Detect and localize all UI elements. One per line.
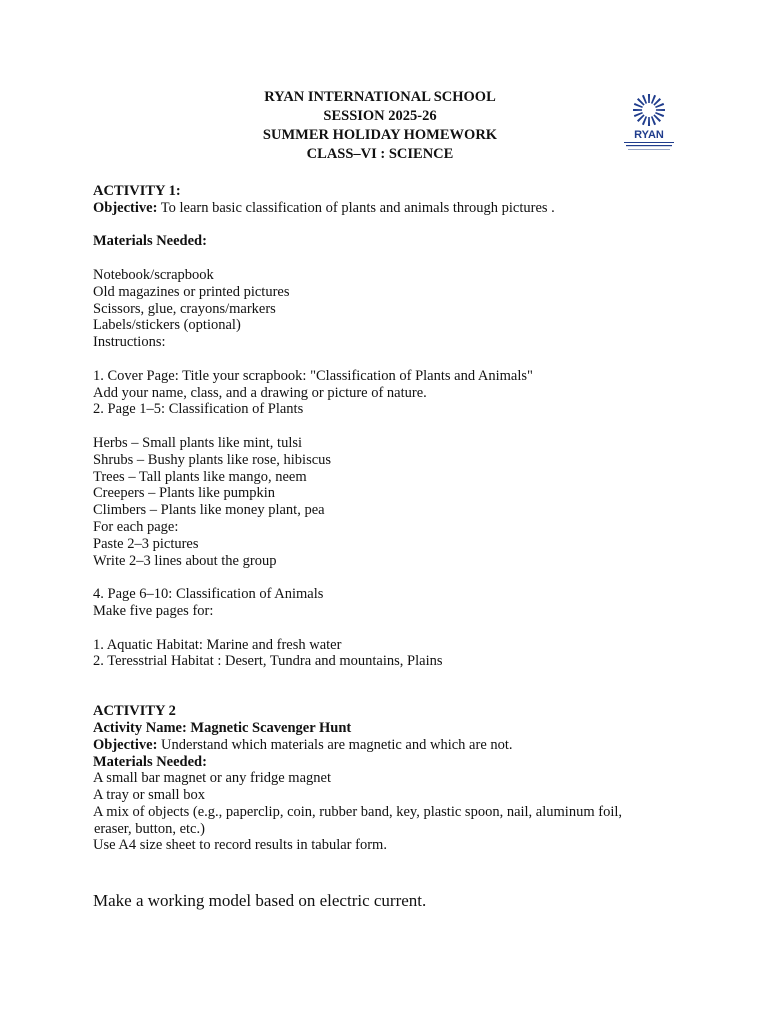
list-item: Herbs – Small plants like mint, tulsi (93, 434, 303, 451)
list-item: Creepers – Plants like pumpkin (93, 485, 276, 502)
instructions-label: Instructions: (93, 334, 166, 351)
list-item: Use A4 size sheet to record results in tabular form. (93, 837, 387, 854)
session-line: SESSION 2025-26 (323, 108, 437, 124)
list-item: Labels/stickers (optional) (93, 317, 241, 334)
activity2-name: Activity Name: Magnetic Scavenger Hunt (93, 719, 352, 736)
activity2-objective: Objective: Understand which materials are magnetic and which are not. (93, 736, 513, 753)
sunburst-logo-icon (618, 92, 680, 154)
list-item: 1. Aquatic Habitat: Marine and fresh water (93, 636, 342, 653)
list-item: Trees – Tall plants like mango, neem (93, 468, 307, 485)
list-item: A mix of objects (e.g., paperclip, coin, rubber band, key, plastic spoon, nail, aluminum foil, (93, 803, 622, 820)
list-item: Notebook/scrapbook (93, 266, 214, 283)
list-item: Shrubs – Bushy plants like rose, hibiscus (93, 451, 332, 468)
list-item: A small bar magnet or any fridge magnet (93, 770, 331, 787)
list-item: 1. Cover Page: Title your scrapbook: "Classification of Plants and Animals" (93, 367, 533, 384)
list-item: Scissors, glue, crayons/markers (93, 300, 276, 317)
list-item: Paste 2–3 pictures (93, 535, 199, 552)
activity1-objective: Objective: To learn basic classification of plants and animals through pictures . (93, 199, 555, 216)
list-item: 4. Page 6–10: Classification of Animals (93, 586, 324, 603)
school-name: RYAN INTERNATIONAL SCHOOL (264, 89, 496, 105)
list-item: Old magazines or printed pictures (93, 283, 290, 300)
ryan-logo (618, 92, 680, 154)
class-subject: CLASS–VI : SCIENCE (306, 146, 454, 162)
document-body (93, 183, 693, 911)
final-task: Make a working model based on electric current. (93, 891, 427, 911)
activity1-materials-heading: Materials Needed: (93, 233, 207, 250)
homework-title: SUMMER HOLIDAY HOMEWORK (262, 127, 498, 143)
activity2-heading: ACTIVITY 2 (93, 703, 176, 720)
list-item: A tray or small box (93, 787, 205, 804)
list-item: 2. Page 1–5: Classification of Plants (93, 401, 304, 418)
logo-text: RYAN (634, 129, 664, 141)
list-item: Add your name, class, and a drawing or picture of nature. (93, 384, 427, 401)
activity2-materials-heading: Materials Needed: (93, 753, 207, 770)
list-item: Make five pages for: (93, 602, 214, 619)
list-item: eraser, button, etc.) (94, 820, 205, 837)
list-item: 2. Teresstrial Habitat : Desert, Tundra and mountains, Plains (93, 653, 443, 670)
list-item: Climbers – Plants like money plant, pea (93, 502, 325, 519)
activity1-heading: ACTIVITY 1: (93, 183, 181, 199)
list-item: Write 2–3 lines about the group (93, 552, 277, 569)
list-item: For each page: (93, 518, 179, 535)
